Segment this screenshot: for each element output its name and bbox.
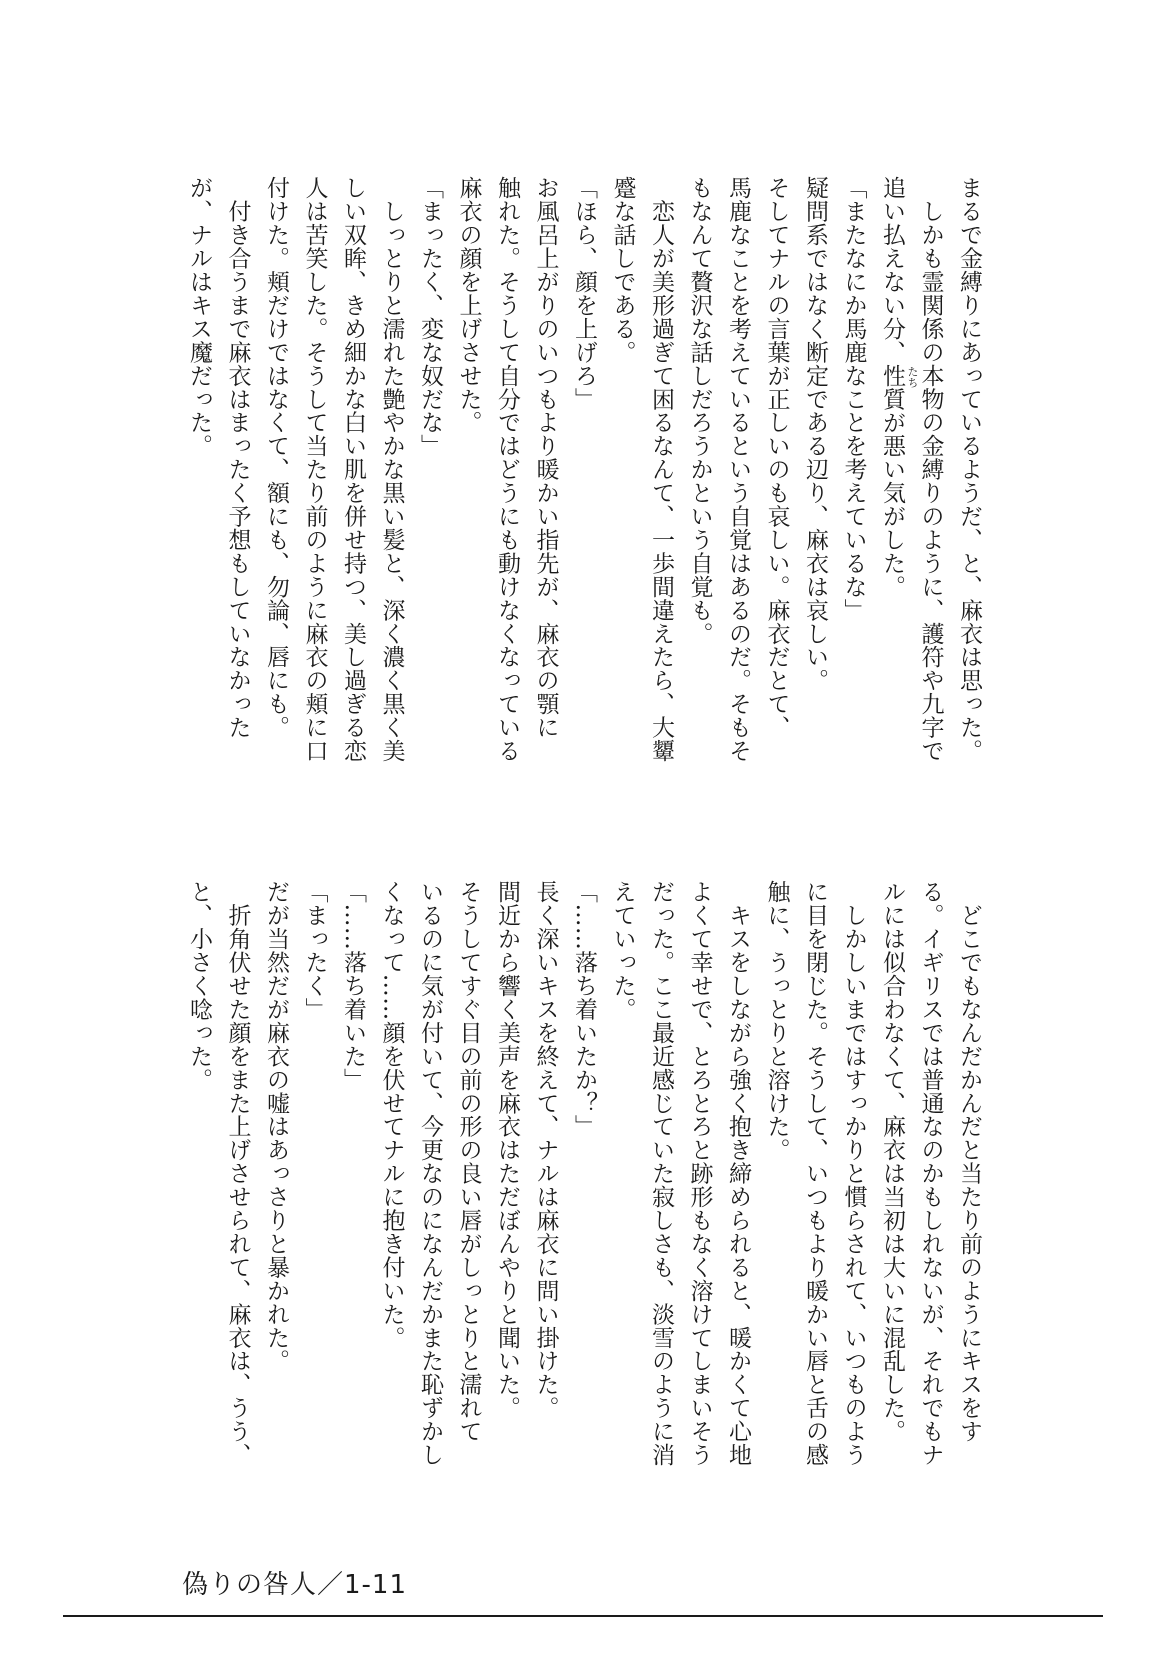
text-line: 「まったく」: [301, 880, 328, 1021]
text-line: 「まったく、変な奴だな」: [417, 176, 443, 458]
footer-title: 偽りの咎人／1-11: [182, 1570, 408, 1600]
text-line: 人は苦笑した。そうして当たり前のように麻衣の頬に口: [301, 176, 328, 763]
text-line: どこでもなんだかんだと当たり前のようにキスをす: [956, 880, 982, 1443]
text-line-with-ruby: [873, 176, 919, 816]
text-line: キスをしながら強く抱き締められると、暖かくて心地: [725, 880, 751, 1467]
text-line: る。イギリスでは普通なのかもしれないが、それでもナ: [917, 880, 944, 1467]
text-segment: 追い払えない分、: [879, 176, 905, 364]
text-line: いるのに気が付いて、今更なのになんだかまた恥ずかし: [417, 880, 443, 1467]
text-block-bottom: [182, 880, 988, 1520]
text-line: 蹙な話しである。: [609, 176, 636, 364]
text-line: よくて幸せで、とろとろと跡形もなく溶けてしまいそう: [686, 880, 713, 1467]
text-line: と、小さく唸った。: [186, 880, 212, 1092]
text-line: [911, 176, 950, 816]
text-line: 「……落ち着いたか？」: [571, 880, 597, 1138]
text-line: だが当然だが麻衣の嘘はあっさりと暴かれた。: [263, 880, 289, 1373]
text-line: しい双眸、きめ細かな白い肌を併せ持つ、美し過ぎる恋: [340, 176, 366, 763]
text-line: お風呂上がりのいつもより暖かい指先が、麻衣の顎に: [532, 176, 559, 739]
ruby-base-text: 性質: [879, 363, 905, 411]
text-line: しかしいまではすっかりと慣らされて、いつものよう: [840, 880, 867, 1467]
text-line: もなんて贅沢な話しだろうかという自覚も。: [686, 176, 713, 645]
text-line: くなって……顔を伏せてナルに抱き付いた。: [378, 880, 405, 1349]
text-segment: が悪い気がした。: [879, 410, 905, 599]
text-line-segment: しかも霊関係の本物の金縛りのように、護符や九字で: [917, 176, 944, 763]
text-line: 付き合うまで麻衣はまったく予想もしていなかった: [224, 176, 251, 739]
text-line: そうしてすぐ目の前の形の良い唇がしっとりと濡れて: [455, 880, 482, 1443]
text-line: 付けた。頬だけではなくて、額にも、勿論、唇にも。: [263, 176, 289, 739]
text-line: だった。ここ最近感じていた寂しさも、淡雪のように消: [648, 880, 674, 1467]
text-line: えていった。: [609, 880, 636, 1021]
ruby-reading: たち: [906, 365, 919, 388]
text-line: まるで金縛りにあっているようだ、と、麻衣は思った。: [956, 176, 982, 763]
text-block-top: [182, 176, 988, 816]
text-line: が、ナルはキス魔だった。: [186, 176, 212, 458]
text-line: そしてナルの言葉が正しいのも哀しい。麻衣だとて、: [763, 176, 790, 739]
text-line: 「ほら、顔を上げろ」: [571, 176, 597, 411]
text-line: 長く深いキスを終えて、ナルは麻衣に問い掛けた。: [532, 880, 559, 1420]
text-line: 麻衣の顔を上げさせた。: [455, 176, 482, 434]
text-line: に目を閉じた。そうして、いつもより暖かい唇と舌の感: [802, 880, 828, 1467]
ruby-base: [879, 363, 919, 411]
text-line: 疑問系ではなく断定である辺り、麻衣は哀しい。: [802, 176, 828, 692]
text-line: しっとりと濡れた艶やかな黒い髪と、深く濃く黒く美: [378, 176, 405, 763]
text-line: 触れた。そうして自分ではどうにも動けなくなっている: [494, 176, 520, 763]
text-line: 間近から響く美声を麻衣はただぼんやりと聞いた。: [494, 880, 520, 1420]
text-line: 恋人が美形過ぎて困るなんて、一歩間違えたら、大顰: [648, 176, 674, 763]
text-line: ルには似合わなくて、麻衣は当初は大いに混乱した。: [879, 880, 905, 1443]
text-line: 「……落ち着いた」: [340, 880, 366, 1092]
text-line: 折角伏せた顔をまた上げさせられて、麻衣は、うう、: [224, 880, 251, 1467]
text-line: 馬鹿なことを考えているという自覚はあるのだ。そもそ: [725, 176, 751, 763]
text-line: 触に、うっとりと溶けた。: [763, 880, 790, 1162]
text-line: 「またなにか馬鹿なことを考えているな」: [840, 176, 867, 622]
footer-divider: [63, 1615, 1103, 1617]
